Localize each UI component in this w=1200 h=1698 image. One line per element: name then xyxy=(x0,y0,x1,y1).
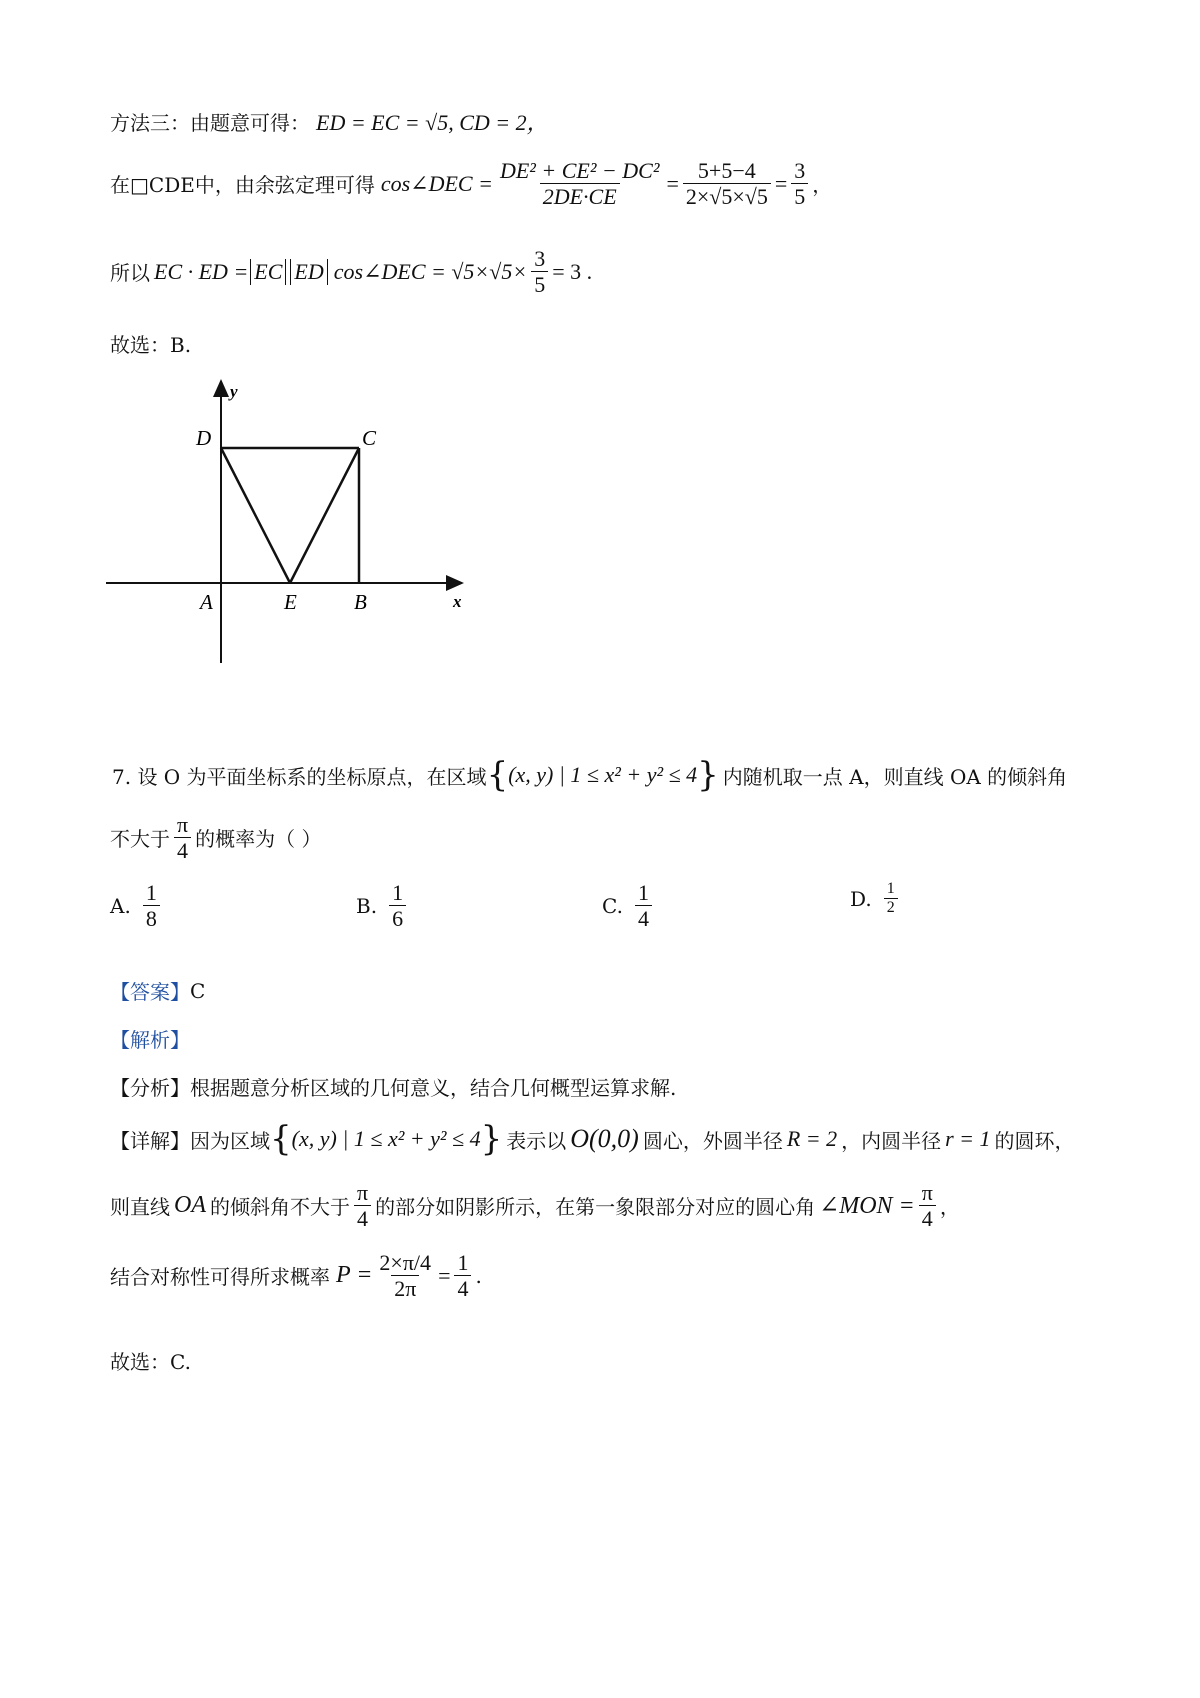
label-c: C xyxy=(362,426,377,450)
label-x: x xyxy=(453,592,462,611)
method3-line2: 在□CDE中，由余弦定理可得 cos∠DEC = $\frac{\text{DE² + CE² − DC²}}{2DE\cdot CE}$ = $\frac{5+5-4}{2\times√5\times√5}$ = $\frac{3}{5}$ ， xyxy=(110,158,833,210)
segment-de xyxy=(221,448,290,583)
method3-line3-prefix: 所以 xyxy=(110,261,150,286)
analysis-tag: 【解析】 xyxy=(110,1028,190,1052)
q7-choose: 故选：C. xyxy=(110,1350,191,1374)
q7-stem-line2 xyxy=(110,812,321,864)
abs-ec: EC xyxy=(250,259,286,285)
label-a: A xyxy=(200,590,213,614)
probability-fraction: $\frac{2\times\pi/4}{2\pi}$ xyxy=(379,1250,432,1302)
answer-line xyxy=(110,976,205,1005)
method3-line3-end: = 3 . xyxy=(552,258,593,284)
q7-pi-over-4: $\frac{\pi}{4}$ xyxy=(174,812,191,864)
answer-tag: 【答案】 xyxy=(110,980,190,1004)
method3-intro: 方法三：由题意可得： xyxy=(110,111,310,135)
choice-c: C. $\frac{1}{4}$ xyxy=(602,880,656,932)
label-e: E xyxy=(284,590,297,614)
fenxi-line xyxy=(110,1072,676,1101)
abs-ed: ED xyxy=(290,259,327,285)
cosine-value-fraction: $\frac{5+5-4}{2\times√5\times√5}$ xyxy=(683,158,771,210)
q7-stem-c-prefix: 不大于 xyxy=(110,827,170,852)
method3-given: ED = EC = √5, CD = 2， xyxy=(316,110,549,135)
method3-line1 xyxy=(110,106,549,137)
choice-d: D. $\frac{1}{2}$ xyxy=(850,880,902,918)
q7-stem-line1: 7. 设 O 为平面坐标系的坐标原点，在区域 { (x, y) | 1 ≤ x² + y² ≤ 4 } 内随机取一点 A，则直线 OA 的倾斜角 xyxy=(112,755,1068,795)
q7-stem-c-suffix: 的概率为（ ） xyxy=(195,827,322,852)
xiangjie-line1: 【详解】 因为区域 { (x, y) | 1 ≤ x² + y² ≤ 4 } 表示以 O(0,0) 圆心，外圆半径 R = 2 ，内圆半径 r = 1 的圆环， xyxy=(110,1119,1075,1159)
xiangjie-line3: 结合对称性可得所求概率 P = $\frac{2\times\pi/4}{2\pi}$ = $\frac{1}{4}$ . xyxy=(110,1250,482,1302)
method3-line3 xyxy=(110,246,592,298)
label-d: D xyxy=(196,426,212,450)
fenxi-text: 根据题意分析区域的几何意义，结合几何概型运算求解. xyxy=(190,1076,677,1100)
method3-choose: 故选：B. xyxy=(110,333,192,357)
answer-value: C xyxy=(190,978,206,1003)
segment-ec xyxy=(290,448,359,583)
label-y: y xyxy=(230,382,238,401)
choice-b: B. $\frac{1}{6}$ xyxy=(356,880,410,932)
xj1-set: (x, y) | 1 ≤ x² + y² ≤ 4 xyxy=(291,1126,481,1151)
dot-product: EC · ED = xyxy=(154,258,249,284)
choice-a: A. $\frac{1}{8}$ xyxy=(110,880,164,932)
method3-line2-prefix: 在□CDE中，由余弦定理可得 xyxy=(110,173,375,198)
cosine-formula-fraction: $\frac{\text{DE² + CE² − DC²}}{2DE\cdot CE}$ xyxy=(499,158,660,210)
label-b: B xyxy=(354,590,367,614)
fenxi-tag: 【分析】 xyxy=(110,1076,190,1100)
xiangjie-line2: 则直线 OA 的倾斜角不大于 $\frac{\pi}{4}$ 的部分如阴影所示，在第一象限部分对应的圆心角 ∠MON = $\frac{\pi}{4}$ ， xyxy=(110,1180,960,1232)
xiangjie-tag: 【详解】 xyxy=(110,1128,190,1153)
method3-line3-rhs: cos∠DEC = √5×√5× xyxy=(333,258,528,284)
q7-stem-a: 7. 设 O 为平面坐标系的坐标原点，在区域 xyxy=(112,764,487,789)
method3-line3-fraction: $\frac{3}{5}$ xyxy=(531,246,548,298)
q7-set: (x, y) | 1 ≤ x² + y² ≤ 4 xyxy=(508,762,698,787)
q7-stem-b: 内随机取一点 A，则直线 OA 的倾斜角 xyxy=(722,764,1068,789)
coordinate-figure xyxy=(100,375,520,675)
cosine-result-fraction: $\frac{3}{5}$ xyxy=(791,158,808,210)
cos-lhs: cos∠DEC = xyxy=(380,170,493,196)
probability-result: $\frac{1}{4}$ xyxy=(454,1250,471,1302)
